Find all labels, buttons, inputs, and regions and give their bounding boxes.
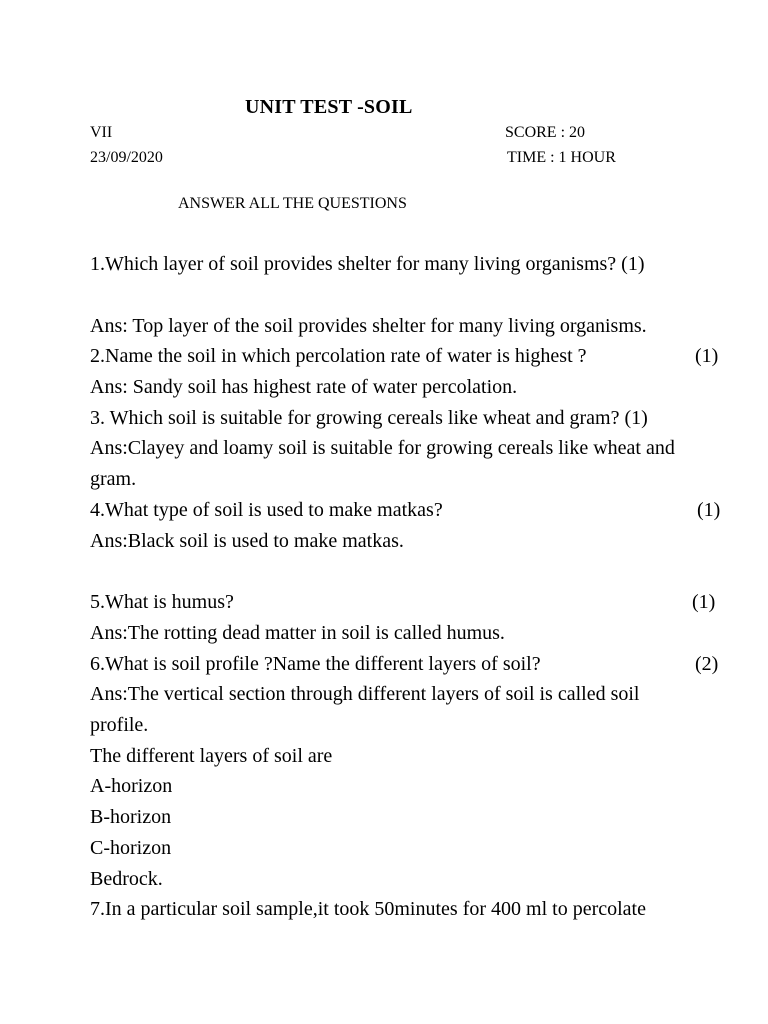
question-2: 2.Name the soil in which percolation rate of water is highest ? (90, 345, 587, 367)
question-1: 1.Which layer of soil provides shelter for many living organisms? (1) (90, 253, 645, 275)
question-2-marks: (1) (695, 345, 719, 367)
answer-2: Ans: Sandy soil has highest rate of water percolation. (90, 376, 518, 398)
question-5: 5.What is humus? (90, 591, 234, 613)
score-label: SCORE : 20 (505, 124, 586, 141)
question-6-marks: (2) (695, 653, 719, 675)
class-label: VII (90, 124, 113, 141)
answer-4: Ans:Black soil is used to make matkas. (90, 530, 404, 552)
answer-1: Ans: Top layer of the soil provides shelter for many living organisms. (90, 315, 647, 337)
time-label: TIME : 1 HOUR (507, 149, 616, 166)
answer-5: Ans:The rotting dead matter in soil is called humus. (90, 622, 505, 644)
answer-6-continued: profile. (90, 714, 149, 736)
layer-c-horizon: C-horizon (90, 837, 172, 859)
document-title: UNIT TEST -SOIL (245, 96, 413, 118)
question-3: 3. Which soil is suitable for growing cereals like wheat and gram? (1) (90, 407, 648, 429)
question-7: 7.In a particular soil sample,it took 50minutes for 400 ml to percolate (90, 898, 646, 920)
question-4: 4.What type of soil is used to make matkas? (90, 499, 443, 521)
instructions: ANSWER ALL THE QUESTIONS (178, 195, 407, 212)
layer-bedrock: Bedrock. (90, 868, 163, 890)
answer-6: Ans:The vertical section through different layers of soil is called soil (90, 683, 640, 705)
date-label: 23/09/2020 (90, 149, 163, 166)
answer-3-continued: gram. (90, 468, 137, 490)
layer-b-horizon: B-horizon (90, 806, 172, 828)
layers-intro: The different layers of soil are (90, 745, 333, 767)
question-4-marks: (1) (697, 499, 721, 521)
answer-3: Ans:Clayey and loamy soil is suitable for growing cereals like wheat and (90, 437, 675, 459)
question-6: 6.What is soil profile ?Name the different layers of soil? (90, 653, 541, 675)
question-5-marks: (1) (692, 591, 716, 613)
layer-a-horizon: A-horizon (90, 775, 173, 797)
